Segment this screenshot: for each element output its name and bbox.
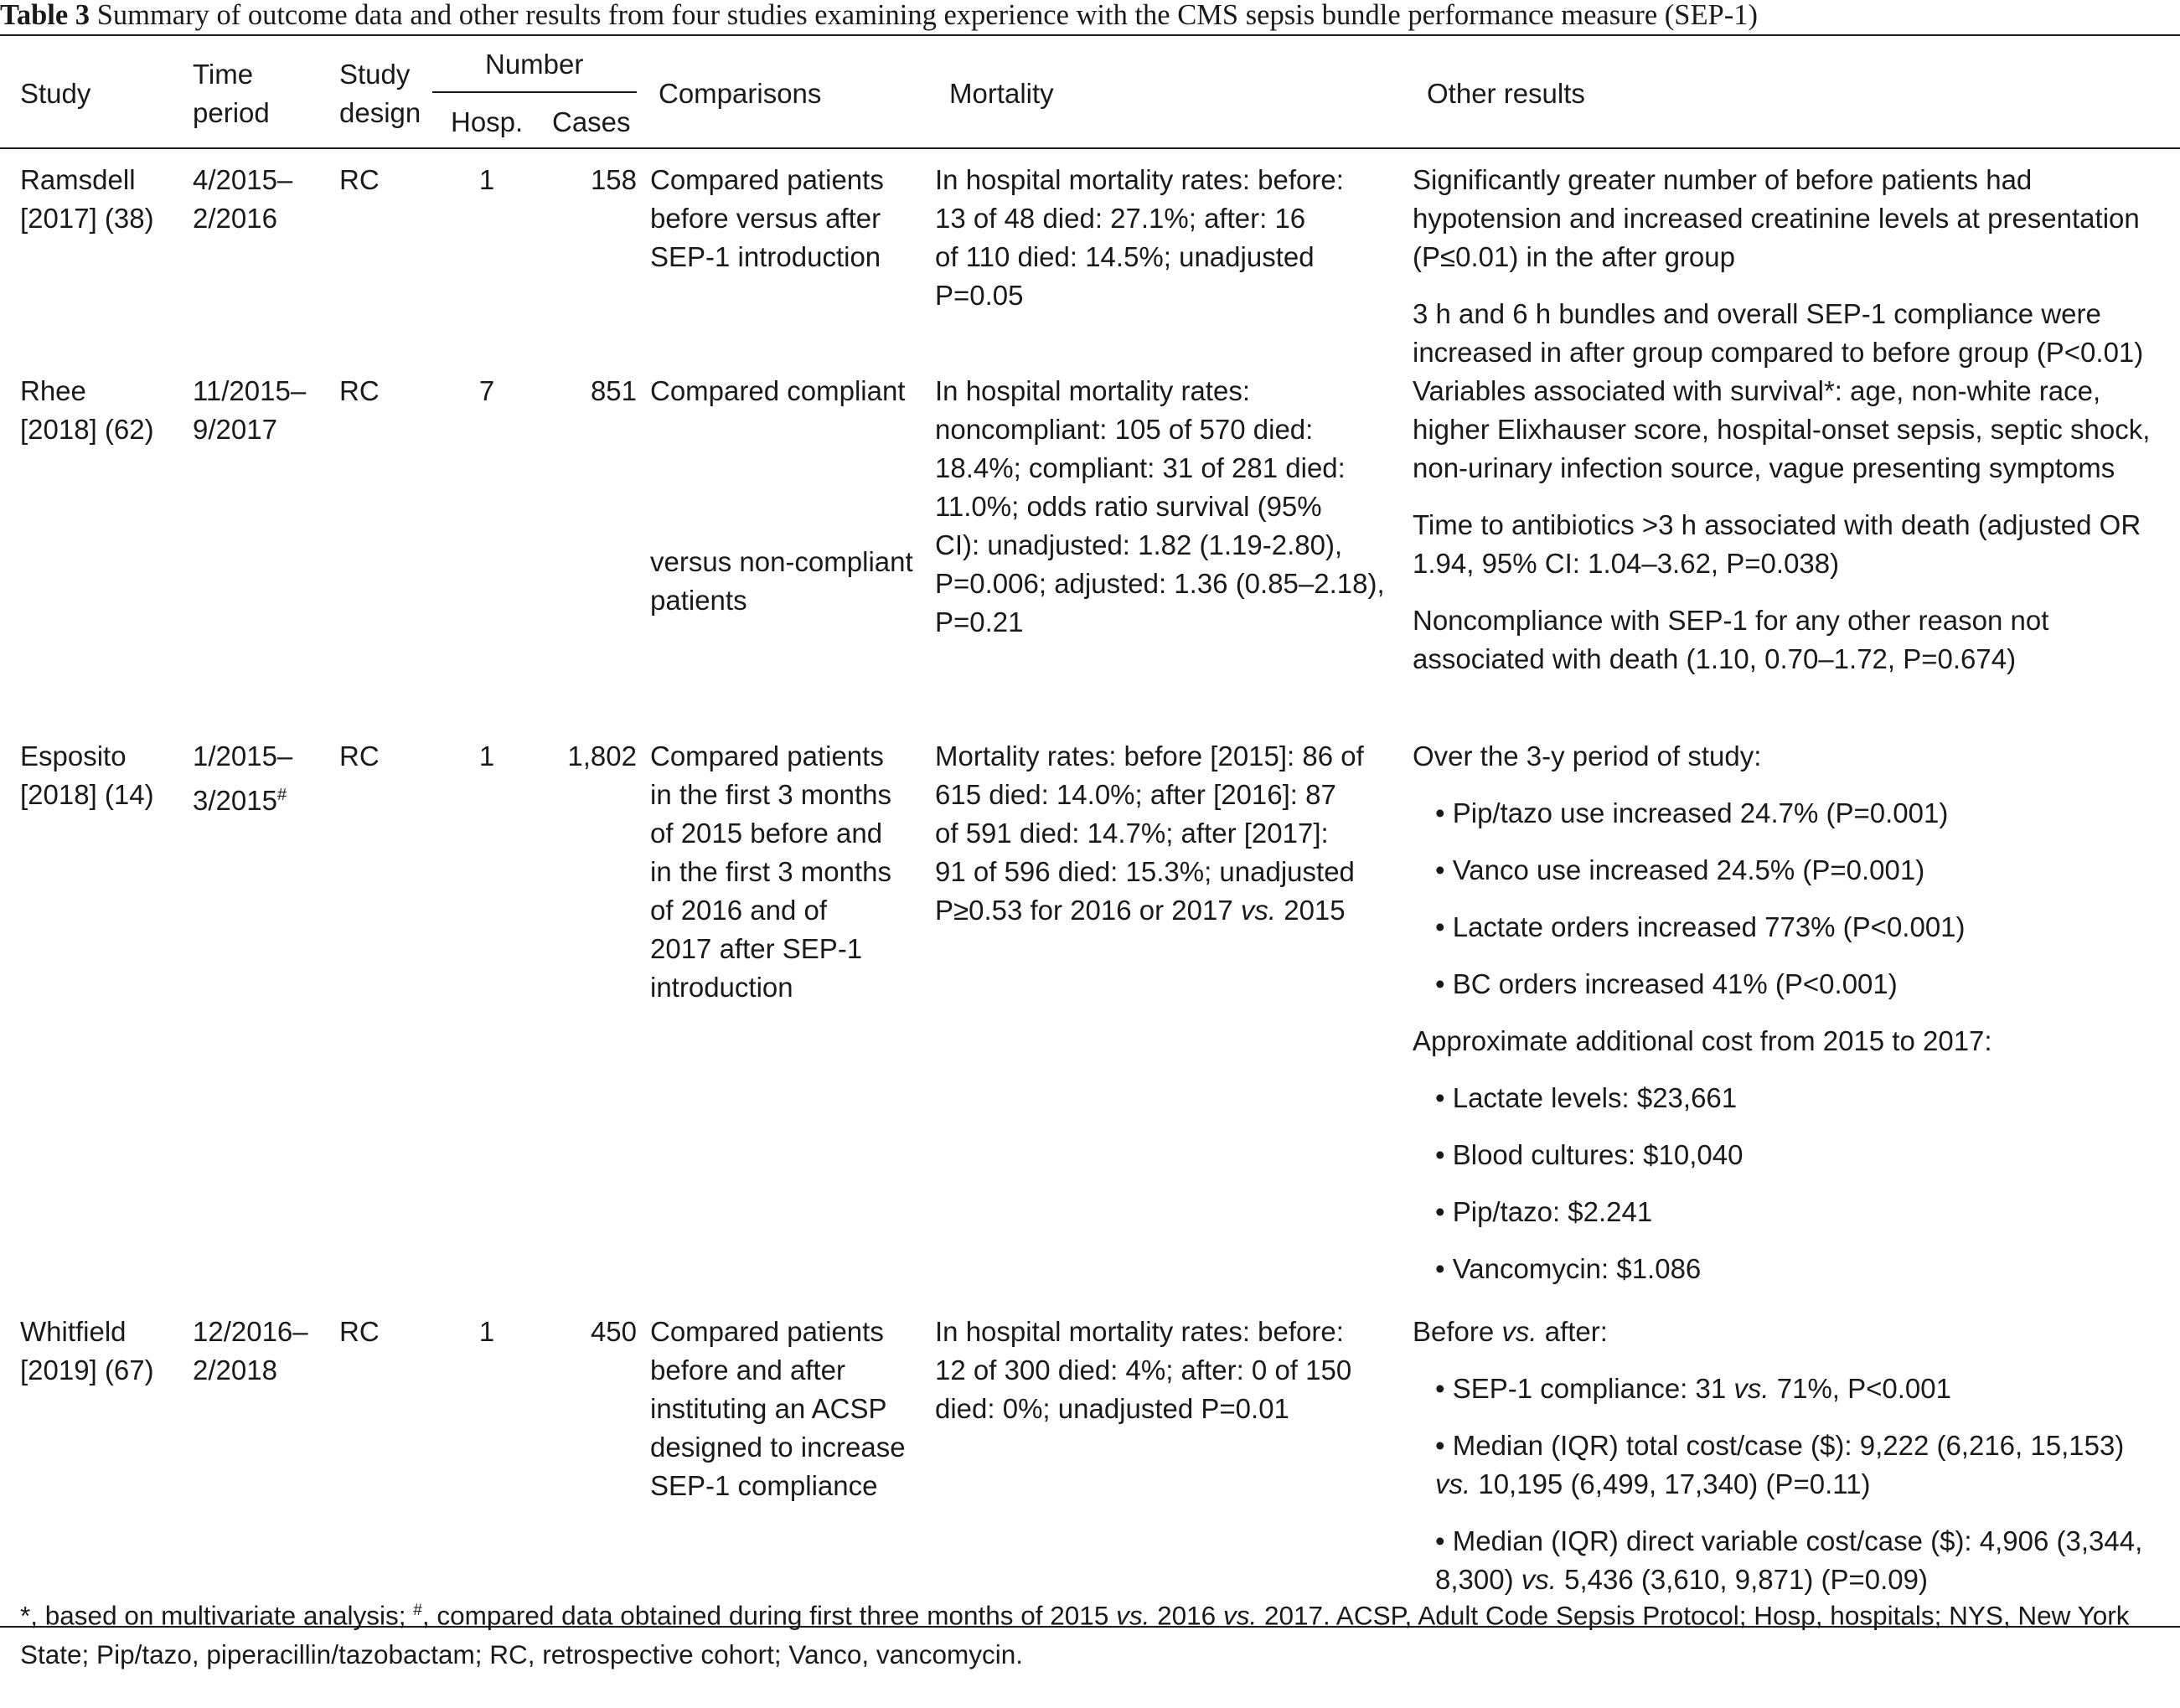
list-item: • BC orders increased 41% (P<0.001) [1435, 968, 1898, 999]
other-results-cell: Before vs. after: • SEP-1 compliance: 31 vs. 71%, P<0.001 • Median (IQR) total cost/case ($): 9,222 (6,216, 15,153) vs. 10,195 (6,499, 17,340) (P=0.11) • Median (IQR) direct variable cost/case ($): 4,906 (3,344, 8,300) vs. 5,436 (3,610, 9,871) (P=0.09) [1413, 1313, 2180, 1599]
list-item: • Lactate levels: $23,661 [1435, 1082, 1738, 1113]
list-item: • Lactate orders increased 773% (P<0.001) [1435, 911, 1966, 942]
hosp-cell: 7 [478, 375, 495, 406]
mortality-cell: Mortality rates: before [2015]: 86 of 615 died: 14.0%; after [2016]: 87 of 591 died: 14.7%; after [2017]: 91 of 596 died: 15.3%; unadjusted P≥0.53 for 2016 or 2017 vs. 2015 [935, 740, 1364, 926]
table-row [0, 737, 2180, 1313]
time-period-cell: 11/2015– 9/2017 [193, 375, 307, 445]
list-item: • Median (IQR) total cost/case ($): 9,222 (6,216, 15,153) vs. 10,195 (6,499, 17,340) (P=0.11) [1435, 1430, 2125, 1499]
header-study-design: Study design [339, 59, 421, 128]
list-item: • Pip/tazo use increased 24.7% (P=0.001) [1435, 797, 1949, 828]
design-cell: RC [339, 375, 380, 406]
time-period-cell: 12/2016– 2/2018 [193, 1316, 308, 1385]
header-mortality: Mortality [949, 78, 1054, 109]
list-item: • Blood cultures: $10,040 [1435, 1139, 1743, 1170]
table-footnote: *, based on multivariate analysis; #, compared data obtained during first three months of 2015 vs. 2016 vs. 2017. ACSP, Adult Code Sepsis Protocol; Hosp, hospitals; NYS, New York State; Pip/tazo, piperacillin/tazobactam; RC, retrospective cohort; Vanco, vancomycin. [20, 1600, 2130, 1669]
comparisons-cell: Compared patients before versus after SEP-1 introduction [650, 164, 884, 272]
header-cases: Cases [552, 106, 631, 137]
results-table [0, 161, 2180, 1599]
table-title: Summary of outcome data and other results from four studies examining experience with the CMS sepsis bundle performance measure (SEP-1) [96, 0, 1758, 31]
design-cell: RC [339, 164, 380, 195]
number-group-rule [432, 91, 637, 93]
header-other-results: Other results [1427, 78, 1585, 109]
mortality-cell: In hospital mortality rates: before: 13 of 48 died: 27.1%; after: 16 of 110 died: 14.5%; unadjusted P=0.05 [935, 164, 1344, 311]
other-results-cell: Variables associated with survival*: age, non-white race, higher Elixhauser score, hospital-onset sepsis, septic shock, non-urinary infection source, vague presenting symptoms Time to antibiotics >3 h associated with death (adjusted OR 1.94, 95% CI: 1.04–3.62, P=0.038) Noncompliance with SEP-1 for any other reason not associated with death (1.10, 0.70–1.72, P=0.674) [1413, 375, 2151, 674]
time-period-cell: 4/2015– 2/2016 [193, 164, 293, 234]
study-cell: Ramsdell [2017] (38) [20, 164, 154, 234]
header-bottom-rule [0, 147, 2180, 149]
study-cell: Esposito [2018] (14) [20, 740, 154, 810]
header-comparisons: Comparisons [659, 78, 822, 109]
table-row [0, 372, 2180, 737]
time-period-cell: 1/2015– 3/2015# [193, 740, 293, 816]
header-time-period: Time period [193, 59, 270, 128]
study-cell: Rhee [2018] (62) [20, 375, 154, 445]
list-item: • Median (IQR) direct variable cost/case ($): 4,906 (3,344, 8,300) vs. 5,436 (3,610, 9,871) (P=0.09) [1435, 1525, 2143, 1595]
other-results-cell: Over the 3-y period of study: • Pip/tazo use increased 24.7% (P=0.001) • Vanco use increased 24.5% (P=0.001) • Lactate orders increased 773% (P<0.001) • BC orders increased 41% (P<0.001) Approximate additional cost from 2015 to 2017: • Lactate levels: $23,661 • Blood cultures: $10,040 • Pip/tazo: $2.241 • Vancomycin: $1.086 [1413, 737, 2180, 1313]
top-rule [0, 34, 2180, 36]
list-item: • Pip/tazo: $2.241 [1435, 1196, 1653, 1227]
table-caption [0, 0, 2180, 32]
other-results-cell: Significantly greater number of before patients had hypotension and increased creatinine levels at presentation (P≤0.01) in the after group 3 h and 6 h bundles and overall SEP-1 compliance were increased in after group compared to before group (P<0.01) [1413, 164, 2144, 368]
cases-cell: 1,802 [567, 740, 637, 771]
header-hosp: Hosp. [451, 106, 524, 137]
cases-cell: 450 [590, 1316, 637, 1347]
list-item: • SEP-1 compliance: 31 vs. 71%, P<0.001 [1435, 1373, 1951, 1404]
table-row [0, 161, 2180, 372]
comparisons-cell: Compared compliant versus non-compliant patients [650, 375, 913, 616]
mortality-cell: In hospital mortality rates: noncompliant: 105 of 570 died: 18.4%; compliant: 31 of 281 died: 11.0%; odds ratio survival (95% CI): unadjusted: 1.82 (1.19-2.80), P=0.006; adjusted: 1.36 (0.85–2.18), P=0.21 [935, 375, 1385, 637]
header-study: Study [20, 78, 91, 109]
study-cell: Whitfield [2019] (67) [20, 1316, 154, 1385]
hosp-cell: 1 [478, 740, 495, 771]
footnote-marker: # [276, 786, 287, 804]
hosp-cell: 1 [478, 1316, 495, 1347]
mortality-cell: In hospital mortality rates: before: 12 of 300 died: 4%; after: 0 of 150 died: 0%; unadjusted P=0.01 [935, 1316, 1352, 1424]
comparisons-cell: Compared patients before and after instituting an ACSP designed to increase SEP-1 compliance [650, 1316, 906, 1501]
table-row [0, 1313, 2180, 1599]
list-item: • Vancomycin: $1.086 [1435, 1253, 1702, 1284]
hosp-cell: 1 [478, 164, 495, 195]
comparisons-cell: Compared patients in the first 3 months of 2015 before and in the first 3 months of 2016 and of 2017 after SEP-1 introduction [650, 740, 891, 1003]
header-number: Number [485, 49, 584, 80]
cases-cell: 851 [590, 375, 637, 406]
table-label: Table 3 [0, 0, 90, 31]
design-cell: RC [339, 1316, 380, 1347]
list-item: • Vanco use increased 24.5% (P=0.001) [1435, 854, 1925, 885]
design-cell: RC [339, 740, 380, 771]
cases-cell: 158 [590, 164, 637, 195]
